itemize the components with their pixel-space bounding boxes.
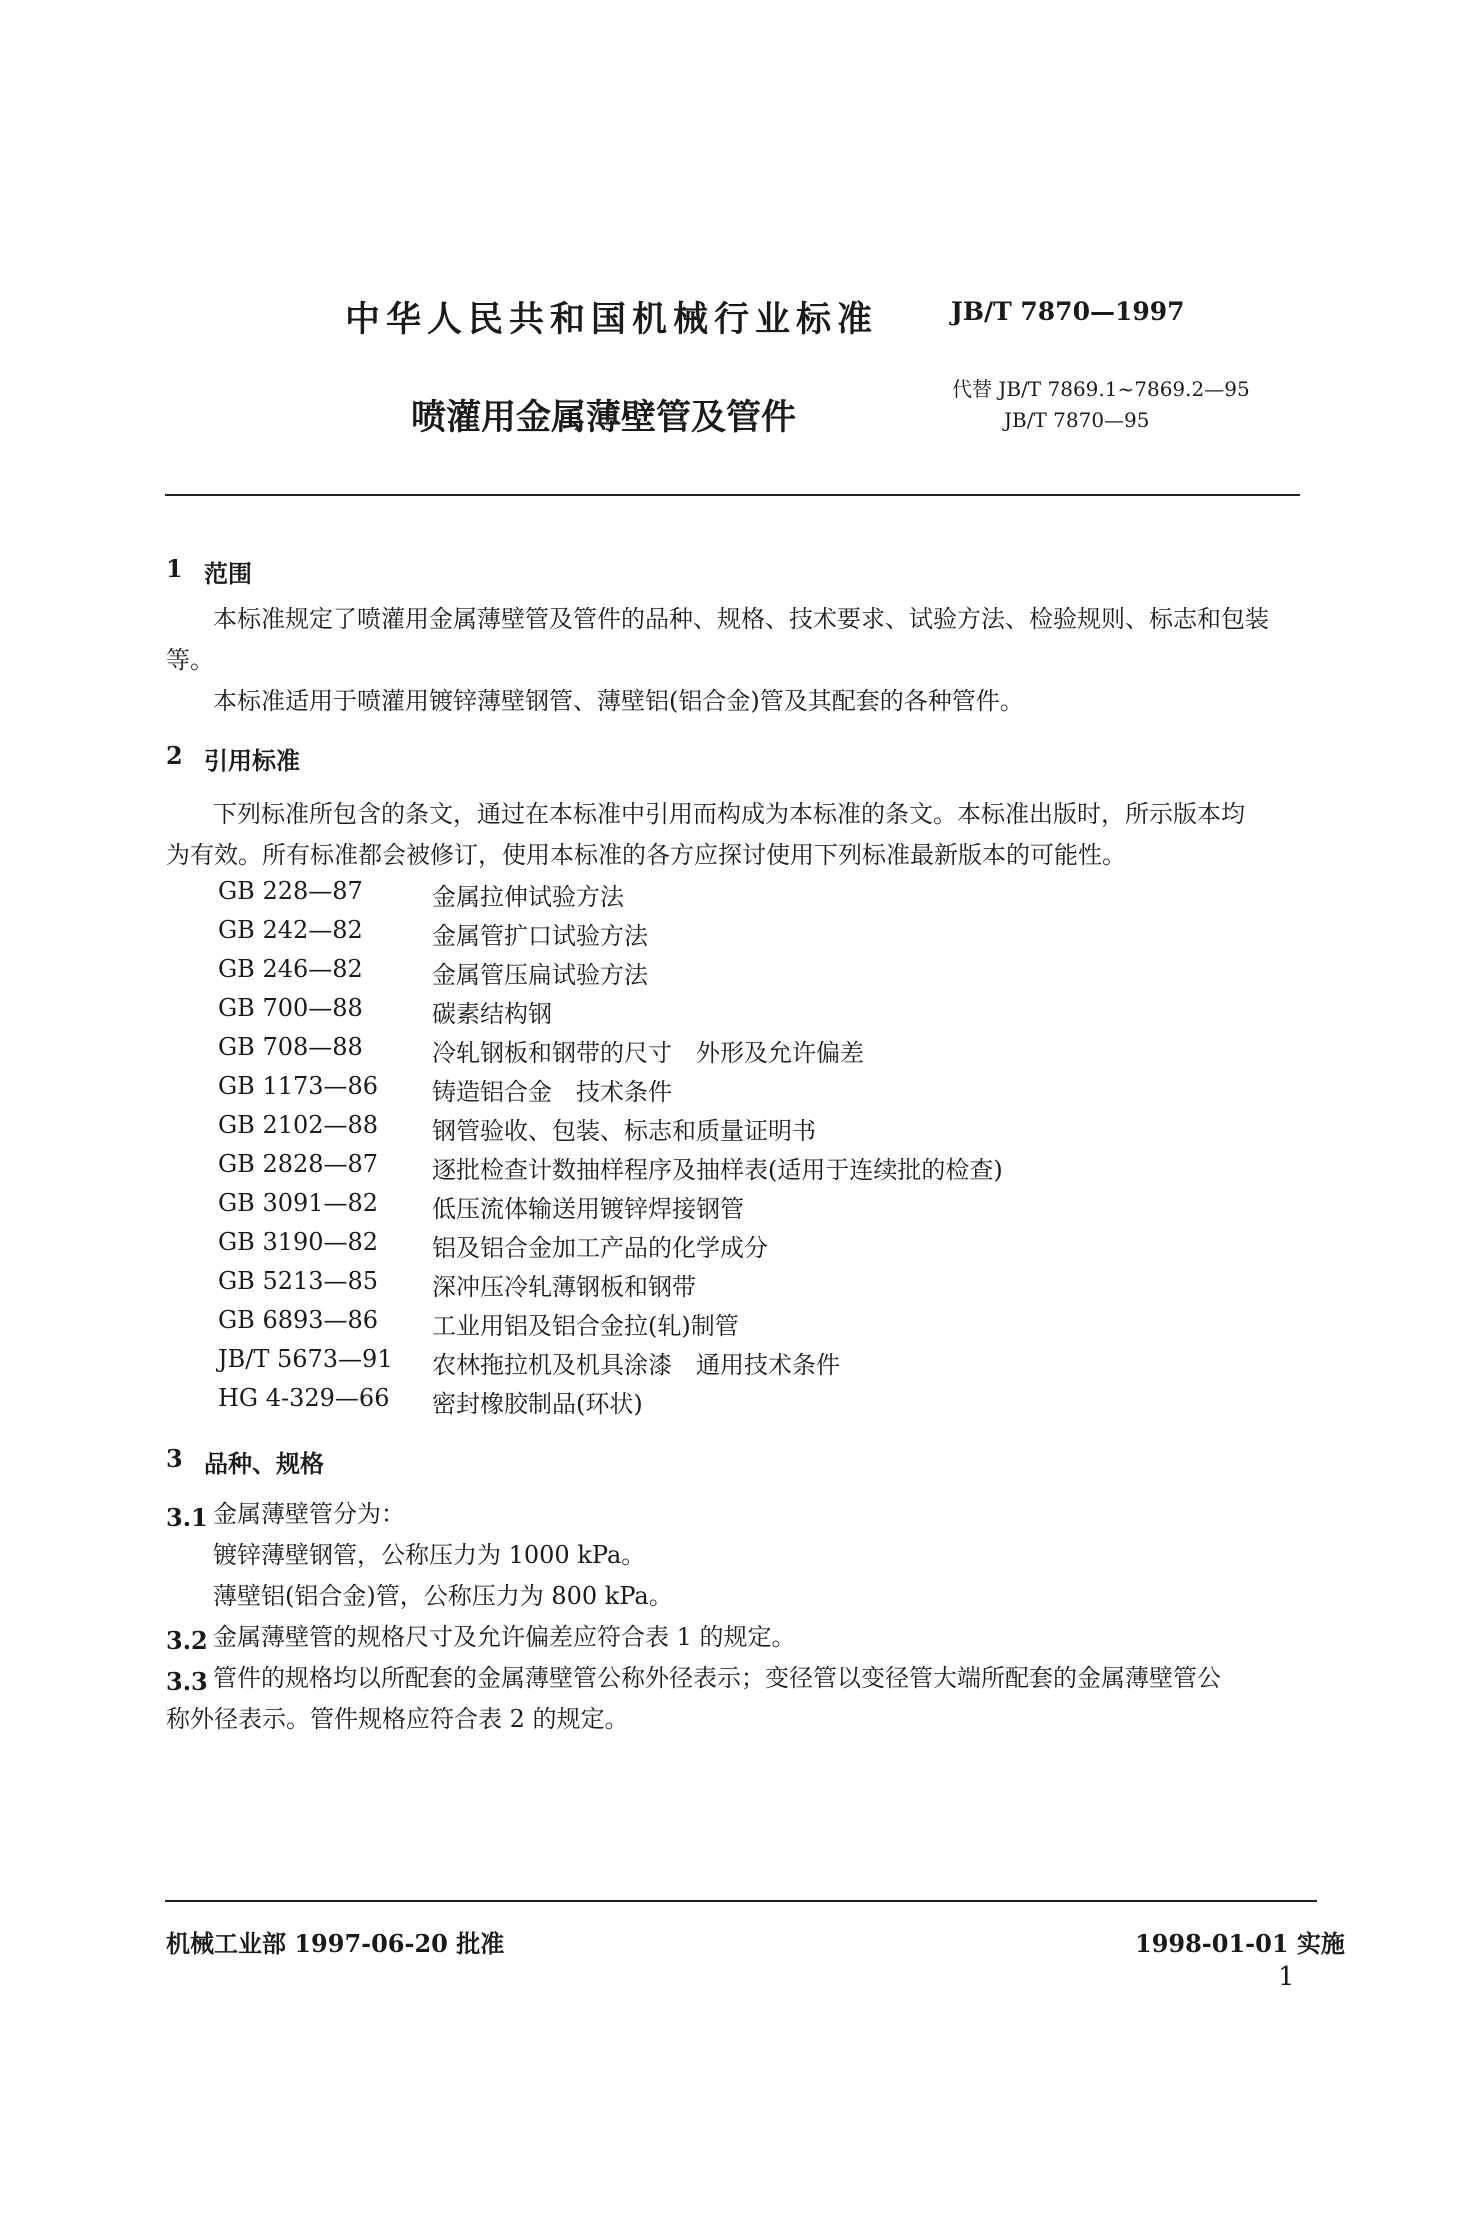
reference-code: GB 5213—85 — [218, 1267, 379, 1295]
reference-title: 工业用铝及铝合金拉(轧)制管 — [432, 1312, 739, 1340]
reference-title: 逐批检查计数抽样程序及抽样表(适用于连续批的检查) — [432, 1156, 1003, 1184]
section-3-number: 3 — [166, 1444, 183, 1473]
reference-code: JB/T 5673—91 — [218, 1345, 393, 1373]
section-2-paragraph-line-1: 下列标准所包含的条文，通过在本标准中引用而构成为本标准的条文。本标准出版时，所示版本均 — [213, 800, 1245, 828]
reference-title: 冷轧钢板和钢带的尺寸 外形及允许偏差 — [432, 1039, 864, 1067]
clause-3-3-line-1: 管件的规格均以所配套的金属薄壁管公称外径表示；变径管以变径管大端所配套的金属薄壁管公 — [213, 1664, 1221, 1692]
reference-code: HG 4-329—66 — [218, 1384, 390, 1412]
reference-code: GB 3091—82 — [218, 1189, 379, 1217]
clause-3-2-text: 金属薄壁管的规格尺寸及允许偏差应符合表 1 的规定。 — [213, 1623, 796, 1651]
footer-divider — [165, 1900, 1317, 1902]
reference-title: 金属管压扁试验方法 — [432, 961, 648, 989]
clause-3-1-item-1: 镀锌薄壁钢管，公称压力为 1000 kPa。 — [213, 1541, 646, 1569]
section-1-paragraph-1-line-1: 本标准规定了喷灌用金属薄壁管及管件的品种、规格、技术要求、试验方法、检验规则、标志和包装 — [213, 605, 1269, 633]
reference-title: 农林拖拉机及机具涂漆 通用技术条件 — [432, 1351, 840, 1379]
effective-date: 1998-01-01 实施 — [1135, 1929, 1345, 1958]
reference-code: GB 700—88 — [218, 994, 363, 1022]
clause-3-3-line-2: 称外径表示。管件规格应符合表 2 的规定。 — [166, 1705, 629, 1733]
reference-title: 钢管验收、包装、标志和质量证明书 — [432, 1117, 816, 1145]
section-2-number: 2 — [166, 741, 183, 770]
reference-code: GB 246—82 — [218, 955, 363, 983]
section-3-title: 品种、规格 — [204, 1449, 324, 1478]
clause-3-1-number: 3.1 — [166, 1503, 208, 1532]
section-1-number: 1 — [166, 554, 183, 583]
reference-title: 碳素结构钢 — [432, 1000, 552, 1028]
reference-title: 低压流体输送用镀锌焊接钢管 — [432, 1195, 744, 1223]
clause-3-3-number: 3.3 — [166, 1667, 208, 1696]
replaces-standard-line-2: JB/T 7870—95 — [1004, 408, 1150, 432]
section-1-paragraph-2: 本标准适用于喷灌用镀锌薄壁钢管、薄壁铝(铝合金)管及其配套的各种管件。 — [213, 687, 1024, 715]
clause-3-1-text: 金属薄壁管分为： — [213, 1500, 405, 1528]
section-1-paragraph-1-line-2: 等。 — [166, 646, 214, 674]
reference-code: GB 1173—86 — [218, 1072, 379, 1100]
reference-title: 深冲压冷轧薄钢板和钢带 — [432, 1273, 696, 1301]
standard-number: JB/T 7870—1997 — [951, 297, 1185, 326]
clause-3-1-item-2: 薄壁铝(铝合金)管，公称压力为 800 kPa。 — [213, 1582, 673, 1610]
reference-code: GB 708—88 — [218, 1033, 363, 1061]
reference-code: GB 242—82 — [218, 916, 363, 944]
reference-code: GB 6893—86 — [218, 1306, 379, 1334]
section-1-title: 范围 — [204, 559, 252, 588]
reference-code: GB 3190—82 — [218, 1228, 379, 1256]
replaces-standard-line-1: 代替 JB/T 7869.1~7869.2—95 — [952, 377, 1250, 401]
page-number: 1 — [1278, 1962, 1295, 1992]
document-title: 喷灌用金属薄壁管及管件 — [411, 398, 797, 438]
section-2-title: 引用标准 — [204, 746, 300, 775]
standard-category-title: 中华人民共和国机械行业标准 — [345, 300, 879, 340]
reference-code: GB 2102—88 — [218, 1111, 379, 1139]
reference-title: 铝及铝合金加工产品的化学成分 — [432, 1234, 768, 1262]
reference-title: 金属拉伸试验方法 — [432, 883, 624, 911]
approval-statement: 机械工业部 1997-06-20 批准 — [166, 1929, 505, 1958]
reference-code: GB 2828—87 — [218, 1150, 379, 1178]
section-2-paragraph-line-2: 为有效。所有标准都会被修订，使用本标准的各方应探讨使用下列标准最新版本的可能性。 — [166, 841, 1126, 869]
clause-3-2-number: 3.2 — [166, 1626, 208, 1655]
reference-code: GB 228—87 — [218, 877, 363, 905]
reference-title: 密封橡胶制品(环状) — [432, 1390, 643, 1418]
reference-title: 铸造铝合金 技术条件 — [432, 1078, 672, 1106]
reference-title: 金属管扩口试验方法 — [432, 922, 648, 950]
header-divider — [165, 494, 1300, 496]
